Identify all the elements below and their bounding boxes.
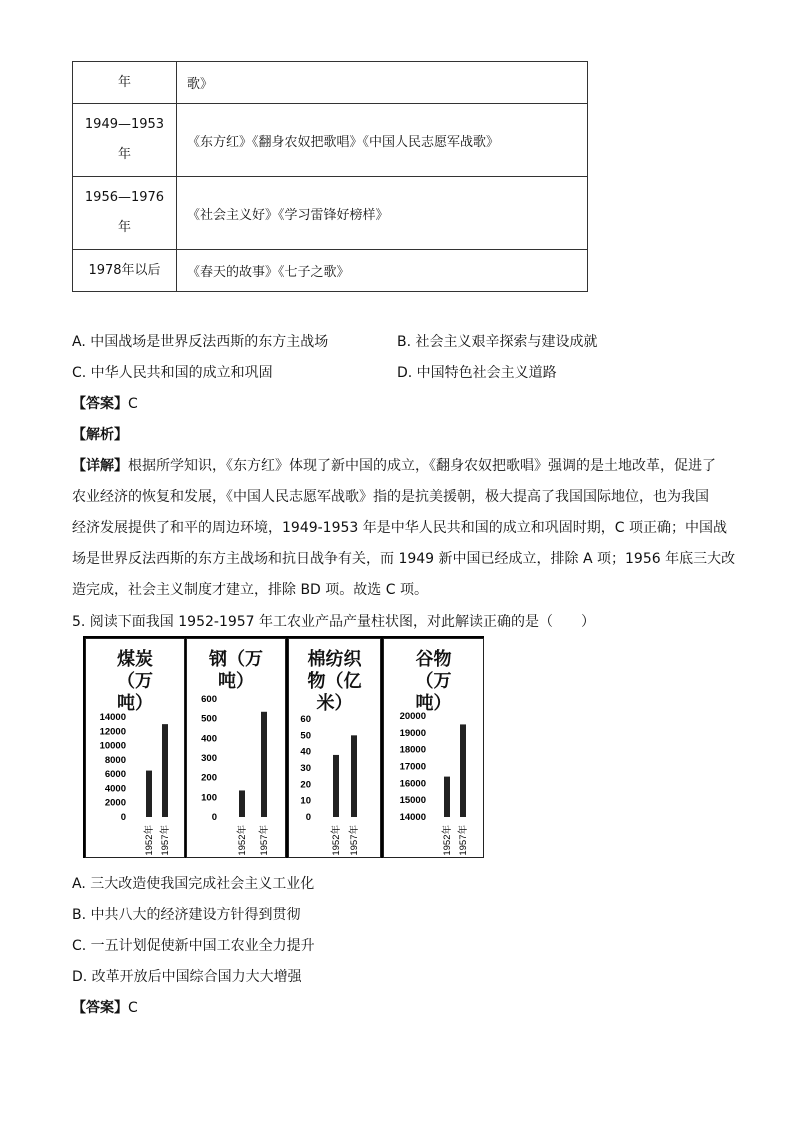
chart-title-line: （万 bbox=[117, 671, 153, 692]
q4-option-c: C. 中华人民共和国的成立和巩固 bbox=[72, 365, 273, 381]
y-tick-label: 60 bbox=[300, 714, 311, 725]
q4-option-a: A. 中国战场是世界反法西斯的东方主战场 bbox=[72, 334, 329, 350]
chart-title-line: 谷物 bbox=[415, 649, 452, 670]
chart-title-line: 吨） bbox=[117, 693, 153, 714]
chart-title-line: 钢（万 bbox=[209, 649, 263, 670]
answer-value: C bbox=[128, 396, 138, 412]
y-tick-label: 50 bbox=[300, 730, 311, 742]
answer-tag: 【答案】 bbox=[72, 396, 128, 412]
chart-svg bbox=[86, 639, 184, 857]
q5-option-d: D. 改革开放后中国综合国力大大增强 bbox=[72, 969, 302, 985]
y-tick-label: 8000 bbox=[104, 754, 126, 766]
chart-title-line: 吨） bbox=[218, 671, 254, 692]
period-cell: 1978年以后 bbox=[73, 250, 177, 292]
y-tick-label: 12000 bbox=[99, 726, 126, 738]
bar bbox=[261, 712, 267, 817]
chart-title-line: 物（亿 bbox=[307, 671, 362, 692]
q4-detail-line: 场是世界反法西斯的东方主战场和抗日战争有关，而 1949 新中国已经成立，排除 A 项；1956 年底三大改 bbox=[72, 551, 736, 567]
bar bbox=[146, 771, 152, 817]
x-category-label: 1957年 bbox=[160, 825, 171, 856]
y-tick-label: 20 bbox=[300, 779, 311, 791]
x-category-label: 1952年 bbox=[144, 825, 155, 856]
songs-cell: 《社会主义好》《学习雷锋好榜样》 bbox=[177, 177, 588, 250]
period-line: 年 bbox=[117, 220, 131, 235]
y-tick-label: 19000 bbox=[399, 727, 426, 739]
y-tick-label: 18000 bbox=[399, 744, 426, 756]
bar bbox=[351, 735, 357, 817]
table-row bbox=[73, 62, 588, 104]
x-category-label: 1957年 bbox=[259, 825, 270, 856]
table-row bbox=[73, 250, 588, 292]
bar bbox=[239, 790, 245, 817]
bar bbox=[460, 724, 466, 817]
q4-answer bbox=[72, 393, 138, 413]
y-tick-label: 40 bbox=[300, 746, 311, 758]
y-tick-label: 300 bbox=[201, 753, 217, 764]
y-tick-label: 17000 bbox=[399, 761, 426, 773]
table-row bbox=[73, 177, 588, 250]
chart-svg bbox=[384, 639, 483, 857]
y-tick-label: 400 bbox=[201, 733, 217, 745]
y-tick-label: 16000 bbox=[399, 778, 426, 790]
q5-stem: 5. 阅读下面我国 1952-1957 年工农业产品产量柱状图，对此解读正确的是（ ） bbox=[72, 614, 596, 630]
chart-panel-cotton bbox=[288, 638, 381, 858]
y-tick-label: 200 bbox=[201, 772, 217, 784]
q4-detail-line bbox=[72, 455, 716, 475]
chart-panel-steel bbox=[186, 638, 286, 858]
y-tick-label: 30 bbox=[300, 763, 311, 774]
x-category-label: 1952年 bbox=[237, 825, 248, 856]
q4-detail-line: 经济发展提供了和平的周边环境，1949-1953 年是中华人民共和国的成立和巩固时期，C 项正确；中国战 bbox=[72, 520, 727, 536]
chart-svg bbox=[289, 639, 380, 857]
answer-tag: 【答案】 bbox=[72, 1000, 128, 1016]
songs-table bbox=[72, 61, 588, 292]
y-tick-label: 100 bbox=[201, 792, 217, 804]
x-category-label: 1957年 bbox=[458, 825, 469, 856]
bar bbox=[162, 724, 168, 817]
chart-title-line: 煤炭 bbox=[117, 649, 153, 670]
songs-cell: 歌》 bbox=[177, 62, 588, 104]
period-line: 年 bbox=[117, 147, 131, 162]
period-cell bbox=[73, 177, 177, 250]
period-cell bbox=[73, 104, 177, 177]
table-row bbox=[73, 104, 588, 177]
q4-detail-line: 农业经济的恢复和发展，《中国人民志愿军战歌》指的是抗美援朝，极大提高了我国国际地位，也为我国 bbox=[72, 489, 709, 505]
y-tick-label: 14000 bbox=[399, 812, 426, 823]
chart-svg bbox=[187, 639, 285, 857]
x-category-label: 1957年 bbox=[349, 825, 360, 856]
detail-text: 根据所学知识，《东方红》体现了新中国的成立，《翻身农奴把歌唱》强调的是土地改革，促进了 bbox=[128, 458, 716, 474]
songs-cell: 《春天的故事》《七子之歌》 bbox=[177, 250, 588, 292]
period-line: 1949—1953 bbox=[84, 117, 165, 132]
y-tick-label: 2000 bbox=[104, 797, 126, 809]
y-tick-label: 20000 bbox=[399, 711, 426, 722]
y-tick-label: 4000 bbox=[104, 783, 126, 795]
y-tick-label: 10 bbox=[300, 795, 311, 807]
q4-option-b: B. 社会主义艰辛探索与建设成就 bbox=[397, 334, 598, 350]
y-tick-label: 600 bbox=[201, 694, 217, 705]
chart-panel-coal bbox=[85, 638, 185, 858]
q5-option-c: C. 一五计划促使新中国工农业全力提升 bbox=[72, 938, 315, 954]
q4-analysis-tag: 【解析】 bbox=[72, 427, 128, 443]
y-tick-label: 0 bbox=[120, 812, 126, 823]
bar bbox=[444, 777, 450, 817]
q4-option-d: D. 中国特色社会主义道路 bbox=[397, 365, 557, 381]
detail-tag: 【详解】 bbox=[72, 458, 128, 474]
y-tick-label: 14000 bbox=[99, 712, 126, 723]
answer-value: C bbox=[128, 1000, 138, 1016]
y-tick-label: 0 bbox=[211, 812, 217, 823]
chart-title-line: 吨） bbox=[415, 693, 452, 714]
y-tick-label: 15000 bbox=[399, 795, 426, 807]
chart-title-line: （万 bbox=[415, 671, 452, 692]
y-tick-label: 0 bbox=[305, 812, 311, 823]
chart-title-line: 米） bbox=[316, 693, 353, 714]
songs-cell: 《东方红》《翻身农奴把歌唱》《中国人民志愿军战歌》 bbox=[177, 104, 588, 177]
q5-answer bbox=[72, 997, 138, 1017]
q5-option-a: A. 三大改造使我国完成社会主义工业化 bbox=[72, 876, 315, 892]
y-tick-label: 500 bbox=[201, 713, 217, 725]
y-tick-label: 10000 bbox=[99, 740, 126, 752]
q5-option-b: B. 中共八大的经济建设方针得到贯彻 bbox=[72, 907, 301, 923]
q4-detail-line: 造完成，社会主义制度才建立，排除 BD 项。故选 C 项。 bbox=[72, 582, 428, 598]
chart-title-line: 棉纺织 bbox=[307, 649, 362, 670]
x-category-label: 1952年 bbox=[331, 825, 342, 856]
y-tick-label: 6000 bbox=[104, 769, 126, 781]
period-line: 1956—1976 bbox=[84, 190, 165, 205]
period-cell: 年 bbox=[73, 62, 177, 104]
chart-panel-grain bbox=[383, 638, 484, 858]
x-category-label: 1952年 bbox=[442, 825, 453, 856]
bar bbox=[333, 755, 339, 817]
